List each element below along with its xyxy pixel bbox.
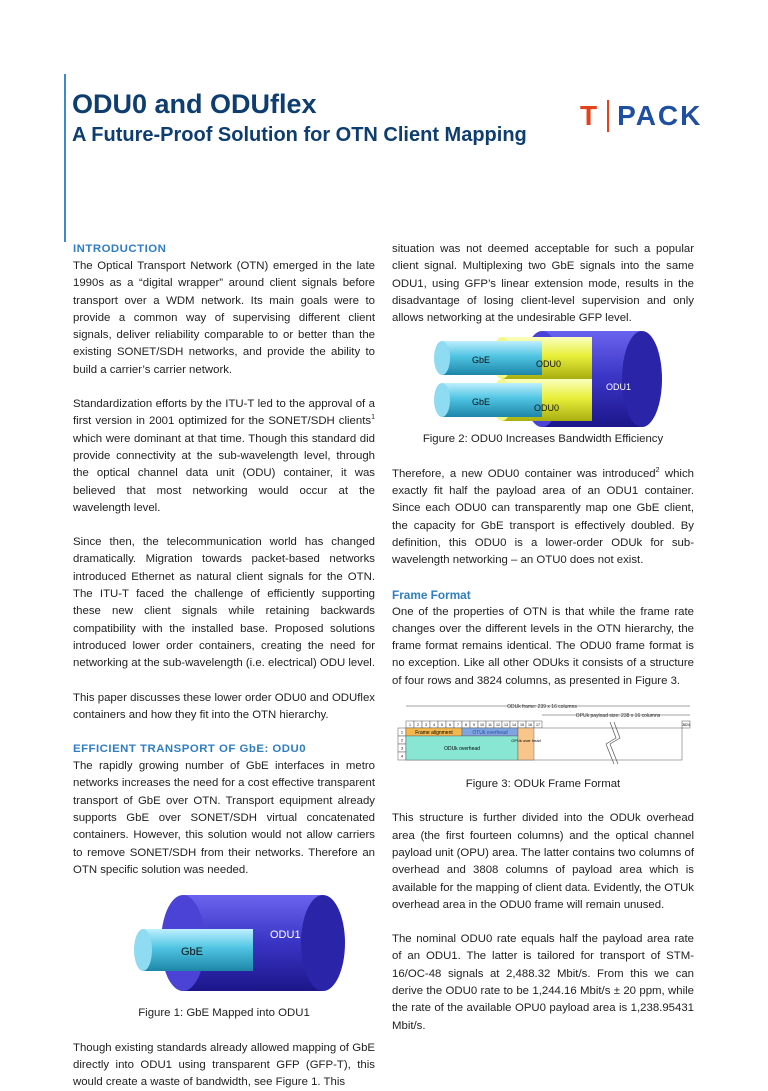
column-header-label: 6 [449, 723, 451, 727]
column-header-label: 17 [536, 723, 540, 727]
logo-letter-t: T [580, 100, 599, 132]
column-header-label: 8 [465, 723, 467, 727]
gbe-paragraph-1: The rapidly growing number of GbE interfaces in metro networks increases the need for a cost effective transparent transport of GbE over OTN. Transport equipment already supports GbE over SONET/SDH virtual concatenated containers. However, this solution would not allow carriers to remove SONET/SDH from their networks. Therefore an OTN specific solution was needed. [73, 758, 375, 879]
figure-3 [392, 702, 694, 774]
fig3-frame-alignment: Frame alignment [415, 730, 453, 736]
fig2-gbe-bottom-label: GbE [472, 397, 490, 407]
figure-2 [392, 329, 694, 429]
column-header-label: 5 [441, 723, 443, 727]
logo-word-pack: PACK [617, 100, 702, 132]
fig2-odu0-top-label: ODU0 [536, 359, 561, 369]
row-label: 3 [401, 746, 404, 751]
figure-1 [73, 885, 375, 1003]
introduction-heading: INTRODUCTION [73, 241, 375, 258]
figure-1-caption: Figure 1: GbE Mapped into ODU1 [73, 1005, 375, 1022]
gbe-top-face [434, 341, 450, 375]
opuk-overhead-area [518, 728, 534, 760]
fig2-gbe-top-label: GbE [472, 355, 490, 365]
figure-3-caption: Figure 3: ODUk Frame Format [392, 776, 694, 793]
column-header-label: 12 [496, 723, 500, 727]
gbe-bottom-face [434, 383, 450, 417]
figure-1-diagram [73, 885, 375, 1003]
logo-separator [607, 100, 609, 132]
column-header-label: 7 [457, 723, 459, 727]
figure-3-diagram [392, 702, 694, 774]
column-header-label: 3 [425, 723, 427, 727]
intro-paragraph-4: This paper discusses these lower order ODU0 and ODUflex containers and how they fit into the OTN hierarchy. [73, 690, 375, 725]
tpack-logo [580, 100, 702, 132]
footnote-ref-1[interactable]: 1 [371, 415, 375, 422]
fig2-odu1-label: ODU1 [606, 382, 631, 392]
fig3-last-col: 3824 [682, 723, 690, 727]
odu1-cylinder-end [622, 331, 662, 427]
left-column [73, 241, 375, 1091]
header-accent-bar [64, 74, 66, 242]
footnote-ref-2[interactable]: 2 [656, 467, 660, 474]
figure-2-diagram [392, 329, 694, 429]
intro-paragraph-2: Standardization efforts by the ITU-T led to the approval of a first version in 2001 optimized for the SONET/SDH clients$^1$ which were dominant at that time. Though this standard did provide connectivity at the sub-wavelength level, through the optical channel data unit (ODU) container, it was believed that most networking would occur at the wavelength level. [73, 396, 375, 517]
frame-format-heading: Frame Format [392, 587, 694, 604]
right-column [392, 241, 694, 1035]
right-paragraph-2: Therefore, a new ODU0 container was introduced$^2$ which exactly fit half the payload area of an ODU1 container. Since each ODU0 can transparently map one GbE client, the capacity for GbE transport is effectively doubled. By definition, this ODU0 is a lower-order ODUk for sub-wavelength networking – an OTU0 does not exist. [392, 466, 694, 570]
row-label: 4 [401, 754, 404, 759]
right-paragraph-3: One of the properties of OTN is that while the frame rate changes over the different levels in the OTN hierarchy, the frame format remains identical. The ODU0 frame format is no exception. Like all other ODUks it consists of a structure of four rows and 3824 columns, as presented in Figure 3. [392, 604, 694, 690]
column-header-label: 4 [433, 723, 435, 727]
column-header-label: 2 [417, 723, 419, 727]
row-label: 1 [401, 730, 404, 735]
fig1-odu1-label: ODU1 [270, 929, 301, 941]
fig3-top-label: ODUk frame: 239 x 16 columns [507, 704, 577, 710]
right-paragraph-1: situation was not deemed acceptable for such a popular client signal. Multiplexing two GbE signals into the same ODU1, using GFP’s linear extension mode, results in the disadvantage of losing client-level supervision and only allows networking at the undesirable GFP level. [392, 241, 694, 327]
fig3-oduk-overhead: ODUk overhead [444, 746, 480, 752]
page-subtitle: A Future-Proof Solution for OTN Client Mapping [72, 122, 527, 148]
column-header-label: 16 [528, 723, 532, 727]
figure-2-caption: Figure 2: ODU0 Increases Bandwidth Efficiency [392, 431, 694, 448]
fig1-gbe-label: GbE [181, 946, 203, 958]
row-label: 2 [401, 738, 404, 743]
fig2-odu0-bottom-label: ODU0 [534, 403, 559, 413]
row-label-column [398, 728, 406, 760]
gbe-transport-heading: EFFICIENT TRANSPORT OF GbE: ODU0 [73, 741, 375, 758]
right-paragraph-5: The nominal ODU0 rate equals half the payload area rate of an ODU1. The latter is tailored for transport of STM-16/OC-48 signals at 2,488.32 Mbit/s. From this we can derive the ODU0 rate to be 1,244.16 Mbit/s ± 20 ppm, while the rate of the available OPU0 payload area is 1,238.95431 Mbit/s. [392, 931, 694, 1035]
column-header-label: 10 [480, 723, 484, 727]
fig3-opu-overhead: OPUk over head [511, 738, 541, 743]
right-paragraph-4: This structure is further divided into the ODUk overhead area (the first fourteen columns) and the optical channel payload unit (OPU) area. The latter contains two columns of overhead and 3808 columns of payload area which is available for the mapping of client data. Evidently, the OTUk overhead area in the ODU0 frame will remain unused. [392, 810, 694, 914]
column-header-label: 14 [512, 723, 516, 727]
intro-paragraph-3: Since then, the telecommunication world has changed dramatically. Migration towards packet-based networks introduced Ethernet as natural client signals for the OTN. The ITU-T faced the challenge of efficiently supporting these new client signals while retaining backwards compatibility with the installed base. Proposed solutions introduced lower order containers, creating the need for networking at the sub-wavelength (i.e. electrical) ODU level. [73, 534, 375, 672]
column-header-label: 11 [488, 723, 492, 727]
gbe-cylinder-top [442, 341, 542, 375]
gbe-cylinder-bottom [442, 383, 542, 417]
column-header-label: 9 [473, 723, 475, 727]
fig3-otuk-overhead: OTUk overhead [472, 730, 508, 736]
gbe-paragraph-2: Though existing standards already allowed mapping of GbE directly into ODU1 using transparent GFP (GFP-T), this would create a waste of bandwidth, see Figure 1. This [73, 1040, 375, 1091]
column-header-label: 13 [504, 723, 508, 727]
intro-paragraph-1: The Optical Transport Network (OTN) emerged in the late 1990s as a “digital wrapper” around client signals before transport over a WDM network. Its main goals were to provide a common way of supervising different client signals, deliver reliability comparable to or better than the existing SONET/SDH networks, and provide the ability to build a carrier’s carrier network. [73, 258, 375, 379]
gbe-cylinder-face [134, 929, 152, 971]
fig3-payload-label: OPUk payload size: 238 x 16 columns [576, 713, 661, 719]
column-header-label: 1 [409, 723, 411, 727]
column-header-label: 15 [520, 723, 524, 727]
odu1-cylinder-end [301, 895, 345, 991]
page-title: ODU0 and ODUflex [72, 88, 317, 120]
column-header-row [406, 721, 542, 728]
